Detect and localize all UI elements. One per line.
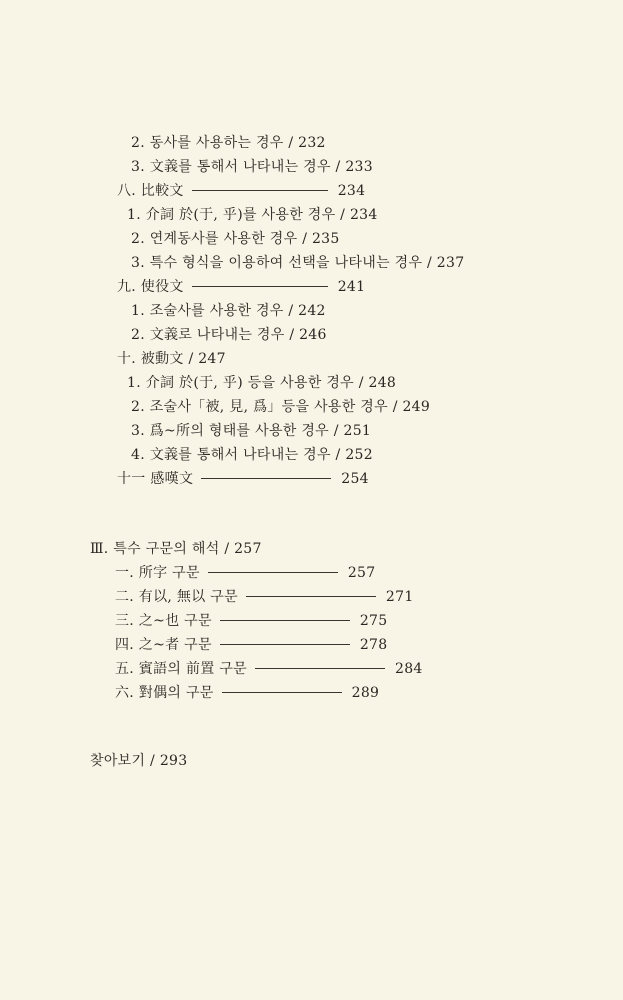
leader-line	[208, 572, 338, 573]
toc-item-text: 1. 介詞 於(于, 乎) 등을 사용한 경우 / 248	[127, 375, 397, 391]
toc-section-page: 278	[359, 637, 388, 653]
toc-item-text: 4. 文義를 통해서 나타내는 경우 / 252	[131, 447, 373, 463]
toc-section	[117, 278, 365, 296]
toc-index	[90, 752, 187, 770]
toc-section-title: 八. 比較文	[117, 183, 184, 199]
toc-section-title: 六. 對偶의 구문	[115, 685, 214, 701]
toc-section	[115, 636, 387, 654]
toc-section-page: 254	[341, 471, 369, 487]
leader-line	[192, 286, 328, 287]
toc-item-text: 2. 동사를 사용하는 경우 / 232	[131, 135, 326, 151]
toc-section-title: 三. 之~也 구문	[115, 613, 212, 629]
toc-section	[115, 612, 387, 630]
toc-section-title: 一. 所字 구문	[115, 565, 200, 581]
toc-section-page: 289	[351, 685, 380, 701]
toc-item	[131, 158, 373, 176]
leader-line	[255, 668, 385, 669]
toc-section	[115, 564, 375, 582]
toc-item	[131, 230, 340, 248]
toc-section-page: 241	[337, 279, 366, 295]
toc-item	[131, 422, 371, 440]
toc-chapter	[90, 540, 262, 558]
toc-section-title: 二. 有以, 無以 구문	[115, 589, 238, 605]
leader-line	[220, 644, 350, 645]
toc-item	[131, 254, 464, 272]
toc-item-text: 3. 爲~所의 형태를 사용한 경우 / 251	[131, 423, 372, 439]
leader-line	[201, 478, 331, 479]
toc-section-page: 284	[394, 661, 423, 677]
toc-item	[131, 446, 373, 464]
toc-item-text: 2. 조술사「被, 見, 爲」등을 사용한 경우 / 249	[131, 399, 431, 415]
toc-section-page: 257	[347, 565, 376, 581]
toc-item-text: 2. 연계동사를 사용한 경우 / 235	[131, 231, 340, 247]
toc-index-text: 찾아보기 / 293	[90, 753, 188, 769]
toc-item	[131, 302, 326, 320]
toc-item-text: 2. 文義로 나타내는 경우 / 246	[131, 327, 327, 343]
toc-section-title: 五. 賓語의 前置 구문	[115, 661, 247, 677]
toc-section	[115, 660, 423, 678]
toc-item-text: 3. 文義를 통해서 나타내는 경우 / 233	[131, 159, 373, 175]
toc-item	[131, 398, 430, 416]
leader-line	[222, 692, 342, 693]
leader-line	[192, 190, 328, 191]
leader-line	[246, 596, 376, 597]
toc-section-title: 九. 使役文	[117, 279, 184, 295]
leader-line	[220, 620, 350, 621]
toc-section	[117, 470, 369, 488]
toc-section-page: 234	[337, 183, 366, 199]
toc-chapter-title: Ⅲ. 특수 구문의 해석 / 257	[90, 541, 262, 557]
toc-item	[127, 374, 396, 392]
toc-item	[131, 134, 326, 152]
toc-item-text: 1. 조술사를 사용한 경우 / 242	[131, 303, 326, 319]
toc-section-page: 271	[385, 589, 414, 605]
toc-section-page: 275	[359, 613, 388, 629]
toc-item-text: 1. 介詞 於(于, 乎)를 사용한 경우 / 234	[127, 207, 378, 223]
toc-section	[115, 684, 379, 702]
toc-section-title: 十. 被動文 / 247	[117, 351, 226, 367]
toc-item-text: 3. 특수 형식을 이용하여 선택을 나타내는 경우 / 237	[131, 255, 465, 271]
toc-section	[117, 350, 226, 368]
toc-item	[127, 206, 378, 224]
toc-section-title: 十一 感嘆文	[117, 471, 194, 487]
toc-item	[131, 326, 327, 344]
toc-section	[115, 588, 414, 606]
toc-section	[117, 182, 365, 200]
toc-section-title: 四. 之~者 구문	[115, 637, 212, 653]
